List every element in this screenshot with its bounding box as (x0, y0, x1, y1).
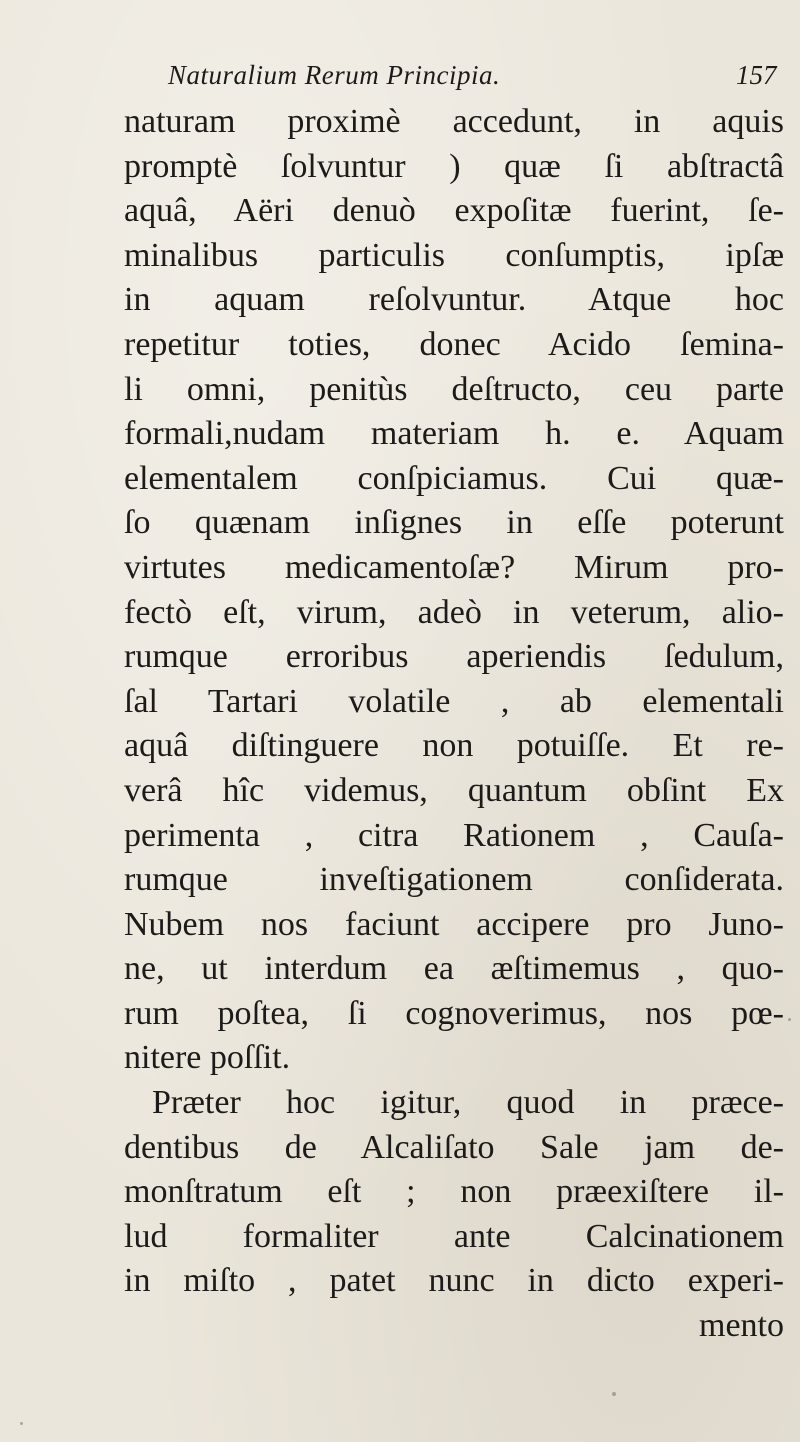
text-line: formali,nudam materiam h. e. Aquam (124, 415, 784, 453)
text-line: rumque erroribus aperiendis ſedulum, (124, 638, 784, 676)
text-line: fectò eſt, virum, adeò in veterum, alio- (124, 593, 784, 631)
text-line: aquâ, Aëri denuò expoſitæ fuerint, ſe- (124, 192, 784, 230)
text-line-paragraph-end: nitere poſſit. (124, 1039, 291, 1077)
text-line: lud formaliter ante Calcinationem (124, 1217, 784, 1255)
text-line: virtutes medicamentoſæ? Mirum pro- (124, 548, 784, 586)
text-line: rum poſtea, ſi cognoverimus, nos pœ- (124, 994, 784, 1032)
text-line: repetitur toties, donec Acido ſemina- (124, 325, 784, 363)
text-line: naturam proximè accedunt, in aquis (124, 103, 784, 140)
text-line: in miſto , patet nunc in dicto experi- (124, 1262, 784, 1300)
text-line: in aquam reſolvuntur. Atque hoc (124, 281, 784, 319)
text-line: elementalem conſpiciamus. Cui quæ- (124, 459, 784, 497)
text-line: rumque inveſtigationem conſiderata. (124, 861, 784, 899)
text-line: ſo quænam inſignes in eſſe poterunt (124, 504, 784, 542)
body-text (124, 100, 784, 1349)
text-line: minalibus particulis conſumptis, ipſæ (124, 236, 784, 274)
running-head: Naturalium Rerum Principia. (168, 60, 501, 90)
text-line: dentibus de Alcaliſato Sale jam de- (124, 1128, 784, 1166)
text-line: li omni, penitùs deſtructo, ceu parte (124, 370, 784, 408)
catchword: mento (699, 1307, 784, 1345)
text-line: aquâ diſtinguere non potuiſſe. Et re- (124, 727, 784, 765)
paper-speck (612, 1392, 616, 1396)
text-line: ne, ut interdum ea æſtimemus , quo- (124, 950, 784, 988)
text-line: ſal Tartari volatile , ab elementali (124, 682, 784, 720)
text-line: promptè ſolvuntur ) quæ ſi abſtractâ (124, 147, 784, 185)
paper-speck (788, 1018, 791, 1021)
text-line: Nubem nos faciunt accipere pro Juno- (124, 905, 784, 943)
text-line-paragraph-start: Præter hoc igitur, quod in præce- (152, 1084, 784, 1122)
text-line: perimenta , citra Rationem , Cauſa- (124, 816, 784, 854)
page-number: 157 (736, 60, 777, 90)
paper-speck (20, 1422, 23, 1425)
text-line: monſtratum eſt ; non præexiſtere il- (124, 1173, 784, 1211)
text-line: verâ hîc videmus, quantum obſint Ex (124, 771, 784, 809)
page-header (0, 55, 800, 95)
